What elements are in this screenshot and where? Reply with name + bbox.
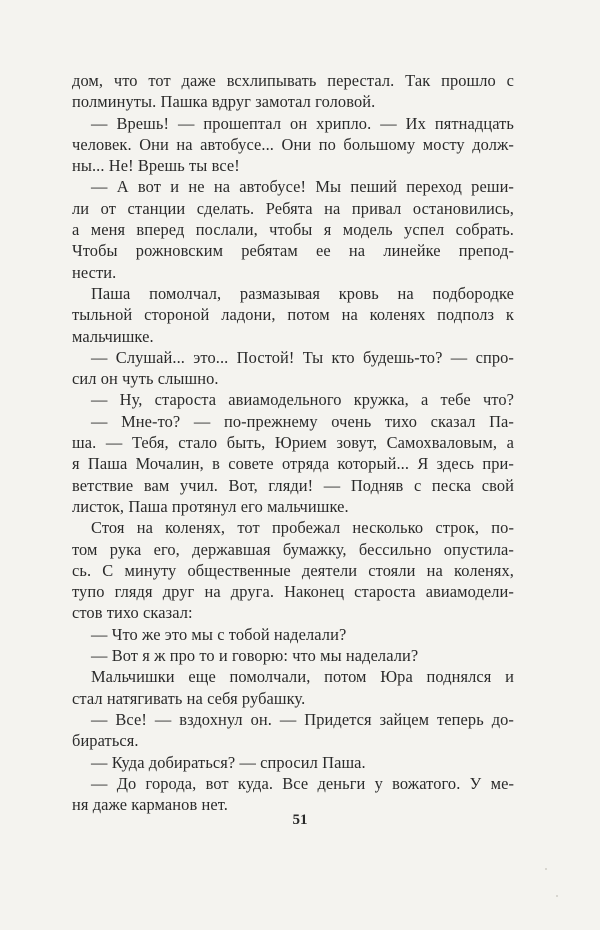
text-line: — Мне-то? — по-прежнему очень тихо сказал Па- bbox=[91, 411, 514, 431]
text-line: Мальчишки еще помолчали, потом Юра поднялся и bbox=[91, 667, 514, 687]
text-line: — Вот я ж про то и говорю: что мы наделали? bbox=[91, 646, 419, 666]
text-line: а меня вперед послали, чтобы я модель успел собрать. bbox=[72, 220, 514, 240]
text-line: — Куда добираться? — спросил Паша. bbox=[91, 752, 366, 772]
paper-speck bbox=[556, 895, 558, 897]
text-line: — Ну, староста авиамодельного кружка, а тебе что? bbox=[91, 390, 514, 410]
text-line: ветствие вам учил. Вот, гляди! — Подняв с песка свой bbox=[72, 475, 514, 495]
text-line: стов тихо сказал: bbox=[72, 603, 193, 623]
text-line: стал натягивать на себя рубашку. bbox=[72, 688, 306, 708]
text-line: сь. С минуту общественные деятели стояли на коленях, bbox=[72, 560, 514, 580]
text-line: Чтобы рожновским ребятам ее на линейке препод- bbox=[72, 241, 514, 261]
text-line: я Паша Мочалин, в совете отряда который... Я здесь при- bbox=[72, 454, 514, 474]
text-line: — Врешь! — прошептал он хрипло. — Их пятнадцать bbox=[91, 113, 514, 133]
text-line: том рука его, державшая бумажку, бессильно опустила- bbox=[72, 539, 514, 559]
text-line: ня даже карманов нет. bbox=[72, 795, 228, 815]
text-line: ны... Не! Врешь ты все! bbox=[72, 156, 240, 176]
text-line: листок, Паша протянул его мальчишке. bbox=[72, 496, 349, 516]
text-line: полминуты. Пашка вдруг замотал головой. bbox=[72, 92, 376, 112]
text-line: — Что же это мы с тобой наделали? bbox=[91, 624, 347, 644]
text-line: — Слушай... это... Постой! Ты кто будешь-то? — спро- bbox=[91, 347, 514, 367]
text-line: ли от станции сделать. Ребята на привал остановились, bbox=[72, 198, 514, 218]
text-line: — А вот и не на автобусе! Мы пеший переход реши- bbox=[91, 177, 514, 197]
text-line: Паша помолчал, размазывая кровь на подбородке bbox=[91, 283, 514, 303]
text-line: нести. bbox=[72, 262, 117, 282]
text-line: Стоя на коленях, тот пробежал несколько строк, по- bbox=[91, 518, 514, 538]
text-line: бираться. bbox=[72, 731, 139, 751]
body-text bbox=[72, 70, 514, 815]
text-line: человек. Они на автобусе... Они по большому мосту долж- bbox=[72, 134, 514, 154]
paper-speck bbox=[545, 868, 547, 870]
page-number: 51 bbox=[292, 812, 308, 828]
text-line: сил он чуть слышно. bbox=[72, 369, 219, 389]
text-line: тыльной стороной ладони, потом на коленях подполз к bbox=[72, 305, 514, 325]
text-line: тупо глядя друг на друга. Наконец староста авиамодели- bbox=[72, 582, 514, 602]
text-line: — До города, вот куда. Все деньги у вожатого. У ме- bbox=[91, 773, 514, 793]
text-line: — Все! — вздохнул он. — Придется зайцем теперь до- bbox=[91, 709, 514, 729]
text-line: ша. — Тебя, стало быть, Юрием зовут, Самохваловым, а bbox=[72, 433, 514, 453]
text-line: дом, что тот даже всхлипывать перестал. Так прошло с bbox=[72, 71, 514, 90]
text-line: мальчишке. bbox=[72, 326, 154, 346]
